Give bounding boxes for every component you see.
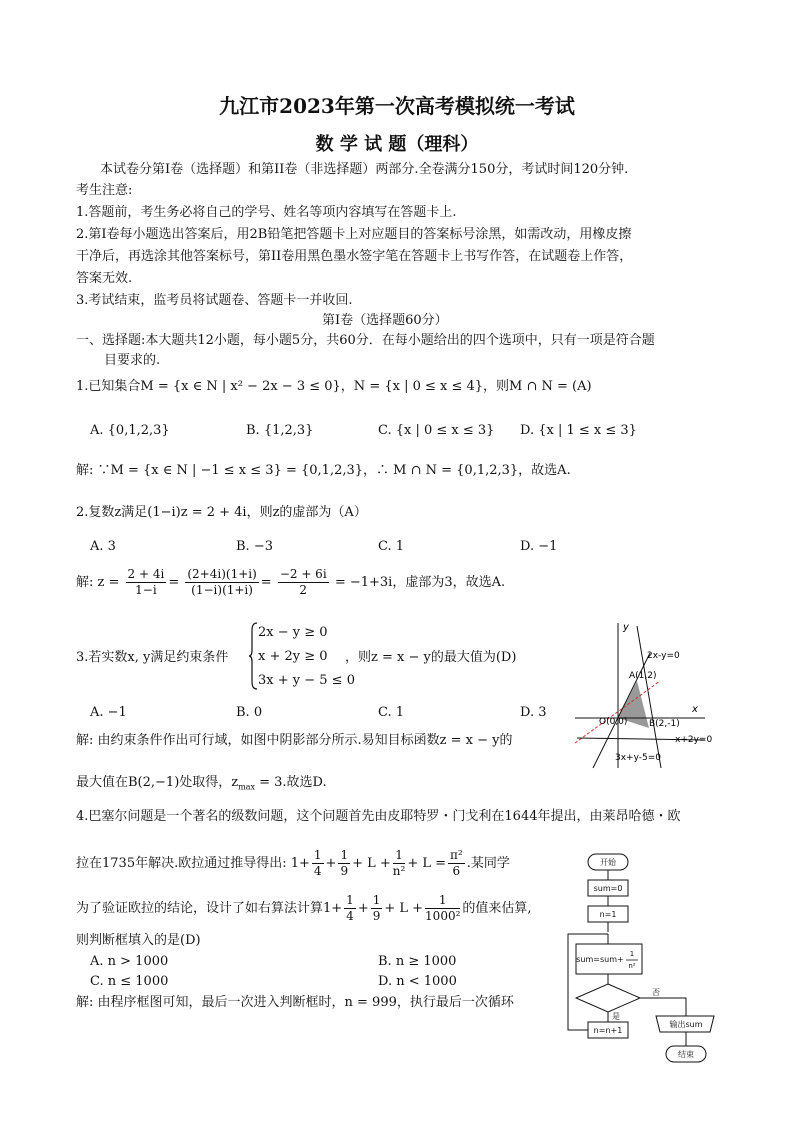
denominator: 2 [299, 583, 308, 597]
flowchart [560, 850, 730, 1070]
numerator: 1 [346, 893, 354, 907]
q1-option-a: A. {0,1,2,3} [90, 423, 170, 438]
section-heading: 一、选择题:本大题共12小题，每小题5分，共60分．在每小题给出的四个选项中，只有一项是符合题 [76, 333, 655, 348]
fraction [344, 893, 356, 924]
fraction [393, 848, 406, 879]
q2-option-b: B. −3 [236, 539, 273, 554]
y-label: y [623, 622, 629, 633]
q2-option-a: A. 3 [90, 539, 116, 554]
plus-sign: + [325, 856, 337, 871]
q4-solution: 解: 由程序框图可知，最后一次进入判断框时，n = 999，执行最后一次循环 [76, 995, 514, 1010]
plus-sign: + [357, 901, 369, 916]
line-label-2: x+2y=0 [675, 735, 713, 745]
denominator: 4 [346, 909, 354, 923]
q3-option-c: C. 1 [378, 705, 405, 720]
update-frac-den: n² [628, 962, 636, 970]
fraction [338, 848, 350, 879]
question-4-line2 [76, 848, 510, 879]
point-a-label: A(1,2) [629, 671, 657, 681]
denominator: 1−i [135, 583, 157, 597]
q3-option-a: A. −1 [90, 705, 127, 720]
q2-sol-prefix: 解: z = [76, 575, 120, 590]
q3-sol2-end: = 3.故选D. [255, 775, 327, 790]
q1-option-c: C. {x | 0 ≤ x ≤ 3} [378, 423, 495, 438]
fraction [185, 567, 258, 598]
q3-option-d: D. 3 [520, 705, 547, 720]
no-label: 否 [652, 988, 660, 997]
fraction [371, 893, 383, 924]
exam-title: 九江市2023年第一次高考模拟统一考试 [219, 94, 575, 118]
notice-item: 1.答题前，考生务必将自己的学号、姓名等项内容填写在答题卡上. [76, 205, 457, 220]
fraction [425, 893, 460, 924]
q4-l2-suffix: .某同学 [466, 856, 510, 871]
ellipsis-term: + L + [352, 856, 391, 871]
q1-option-d: D. {x | 1 ≤ x ≤ 3} [520, 423, 637, 438]
exam-subtitle: 数 学 试 题（理科） [315, 134, 479, 155]
q3-option-b: B. 0 [236, 705, 263, 720]
question-4-line3 [76, 893, 532, 924]
numerator: 1 [313, 848, 322, 862]
q3-solution-line2 [76, 776, 327, 792]
denominator: 9 [372, 909, 381, 923]
q2-solution: 解: z = $\frac{2 + 4i}{1-i}$ = $\frac{(2+4i)(1+i)}{(1-i)(1+i)}$ = $\frac{-2 + 6i}{2}$ = −1+3i，虚部为3，故选A. [76, 567, 506, 597]
q4-option-a: A. n > 1000 [90, 954, 169, 969]
denominator: 1000² [425, 909, 461, 923]
constraint-2: x + 2y ≥ 0 [258, 649, 328, 664]
intro-line: 本试卷分第Ⅰ卷（选择题）和第II卷（非选择题）两部分.全卷满分150分，考试时间120分钟. [100, 162, 629, 177]
q2-option-d: D. −1 [520, 539, 558, 554]
output-label: 输出sum [669, 1020, 703, 1029]
init-label: sum=0 [593, 884, 623, 893]
q2-sol-suffix: = −1+3i，虚部为3，故选A. [334, 575, 506, 590]
q4-option-d: D. n < 1000 [378, 974, 457, 989]
fraction [448, 848, 465, 879]
yes-label: 是 [612, 1012, 620, 1021]
update-frac-num: 1 [629, 950, 635, 958]
q4-option-b: B. n ≥ 1000 [378, 954, 457, 969]
q4-l3-prefix: 为了验证欧拉的结论，设计了如右算法计算1+ [76, 901, 343, 916]
line-label-1: 2x-y=0 [647, 651, 680, 661]
notice-item: 3.考试结束，监考员将试题卷、答题卡一并收回. [76, 293, 353, 308]
ellipsis-term: + L + [384, 901, 424, 916]
section-heading: 目要求的. [104, 353, 161, 368]
numerator: 1 [425, 893, 460, 909]
numerator: (2+4i)(1+i) [187, 567, 257, 581]
update-label: sum=sum+ [576, 955, 624, 964]
q1-solution: 解: ∵M = {x ∈ N | −1 ≤ x ≤ 3} = {0,1,2,3}，∴ M ∩ N = {0,1,2,3}，故选A. [76, 463, 571, 478]
increment-label: n=n+1 [593, 1026, 623, 1035]
decision-node [576, 984, 640, 1012]
q3-stem-suffix: ，则z = x − y的最大值为(D) [345, 650, 517, 665]
end-label: 结束 [678, 1050, 694, 1059]
constraint-3: 3x + y − 5 ≤ 0 [258, 673, 355, 688]
notice-heading: 考生注意: [76, 183, 133, 198]
numerator: 1 [340, 848, 349, 862]
n-init-label: n=1 [599, 910, 617, 919]
q4-option-c: C. n ≤ 1000 [90, 974, 169, 989]
point-b-label: B(2,-1) [649, 719, 680, 729]
denominator: 4 [313, 864, 322, 878]
part-heading: 第Ⅰ卷（选择题60分） [322, 313, 448, 328]
q2-option-c: C. 1 [378, 539, 405, 554]
numerator: 2 + 4i [127, 567, 165, 581]
denominator: (1−i)(1+i) [191, 583, 253, 597]
notice-item: 答案无效. [76, 271, 133, 286]
fraction [126, 567, 167, 598]
question-4-line1: 4.巴塞尔问题是一个著名的级数问题，这个问题首先由皮耶特罗・门戈利在1644年提出，由莱昂哈德・欧 [76, 809, 681, 824]
fraction [312, 848, 324, 879]
origin-label: O(0,0) [599, 717, 628, 727]
notice-item: 干净后，再选涂其他答案标号，第II卷用黑色墨水签字笔在答题卡上书写作答，在试题卷上作答， [76, 249, 633, 264]
subscript: max [238, 782, 255, 792]
line-label-3: 3x+y-5=0 [615, 753, 662, 763]
numerator: π² [450, 848, 463, 862]
x-label: x [692, 704, 698, 715]
notice-item: 2.第Ⅰ卷每小题选出答案后，用2B铅笔把答题卡上对应题目的答案标号涂黑，如需改动，用橡皮擦 [76, 227, 632, 242]
q1-option-b: B. {1,2,3} [246, 423, 314, 438]
constraint-1: 2x − y ≥ 0 [258, 625, 328, 640]
question-1-stem: 1.已知集合M = {x ∈ N | x² − 2x − 3 ≤ 0}，N = {x | 0 ≤ x ≤ 4}，则M ∩ N = (A) [76, 379, 592, 394]
numerator: 1 [372, 893, 381, 907]
feasible-region-graph [565, 618, 725, 778]
q4-l2-prefix: 拉在1735年解决.欧拉通过推导得出: 1+ [76, 856, 310, 871]
denominator: 9 [340, 864, 349, 878]
denominator: 6 [452, 864, 461, 878]
start-label: 开始 [600, 858, 616, 867]
question-3-stem: 3.若实数x, y满足约束条件 [76, 650, 229, 665]
question-4-line4: 则判断框填入的是(D) [76, 933, 201, 948]
brace-icon [248, 622, 258, 690]
numerator: 1 [393, 848, 406, 864]
fraction [278, 567, 329, 598]
q4-l3-suffix: 的值来估算, [462, 901, 532, 916]
q3-sol2-text: 最大值在B(2,−1)处取得，z [76, 775, 239, 790]
question-2-stem: 2.复数z满足(1−i)z = 2 + 4i，则z的虚部为（A） [76, 505, 367, 520]
ellipsis-term: + L = [407, 856, 447, 871]
q3-solution-line1: 解: 由约束条件作出可行域，如图中阴影部分所示.易知目标函数z = x − y的 [76, 733, 513, 748]
numerator: −2 + 6i [279, 567, 327, 581]
denominator: n² [392, 864, 406, 878]
